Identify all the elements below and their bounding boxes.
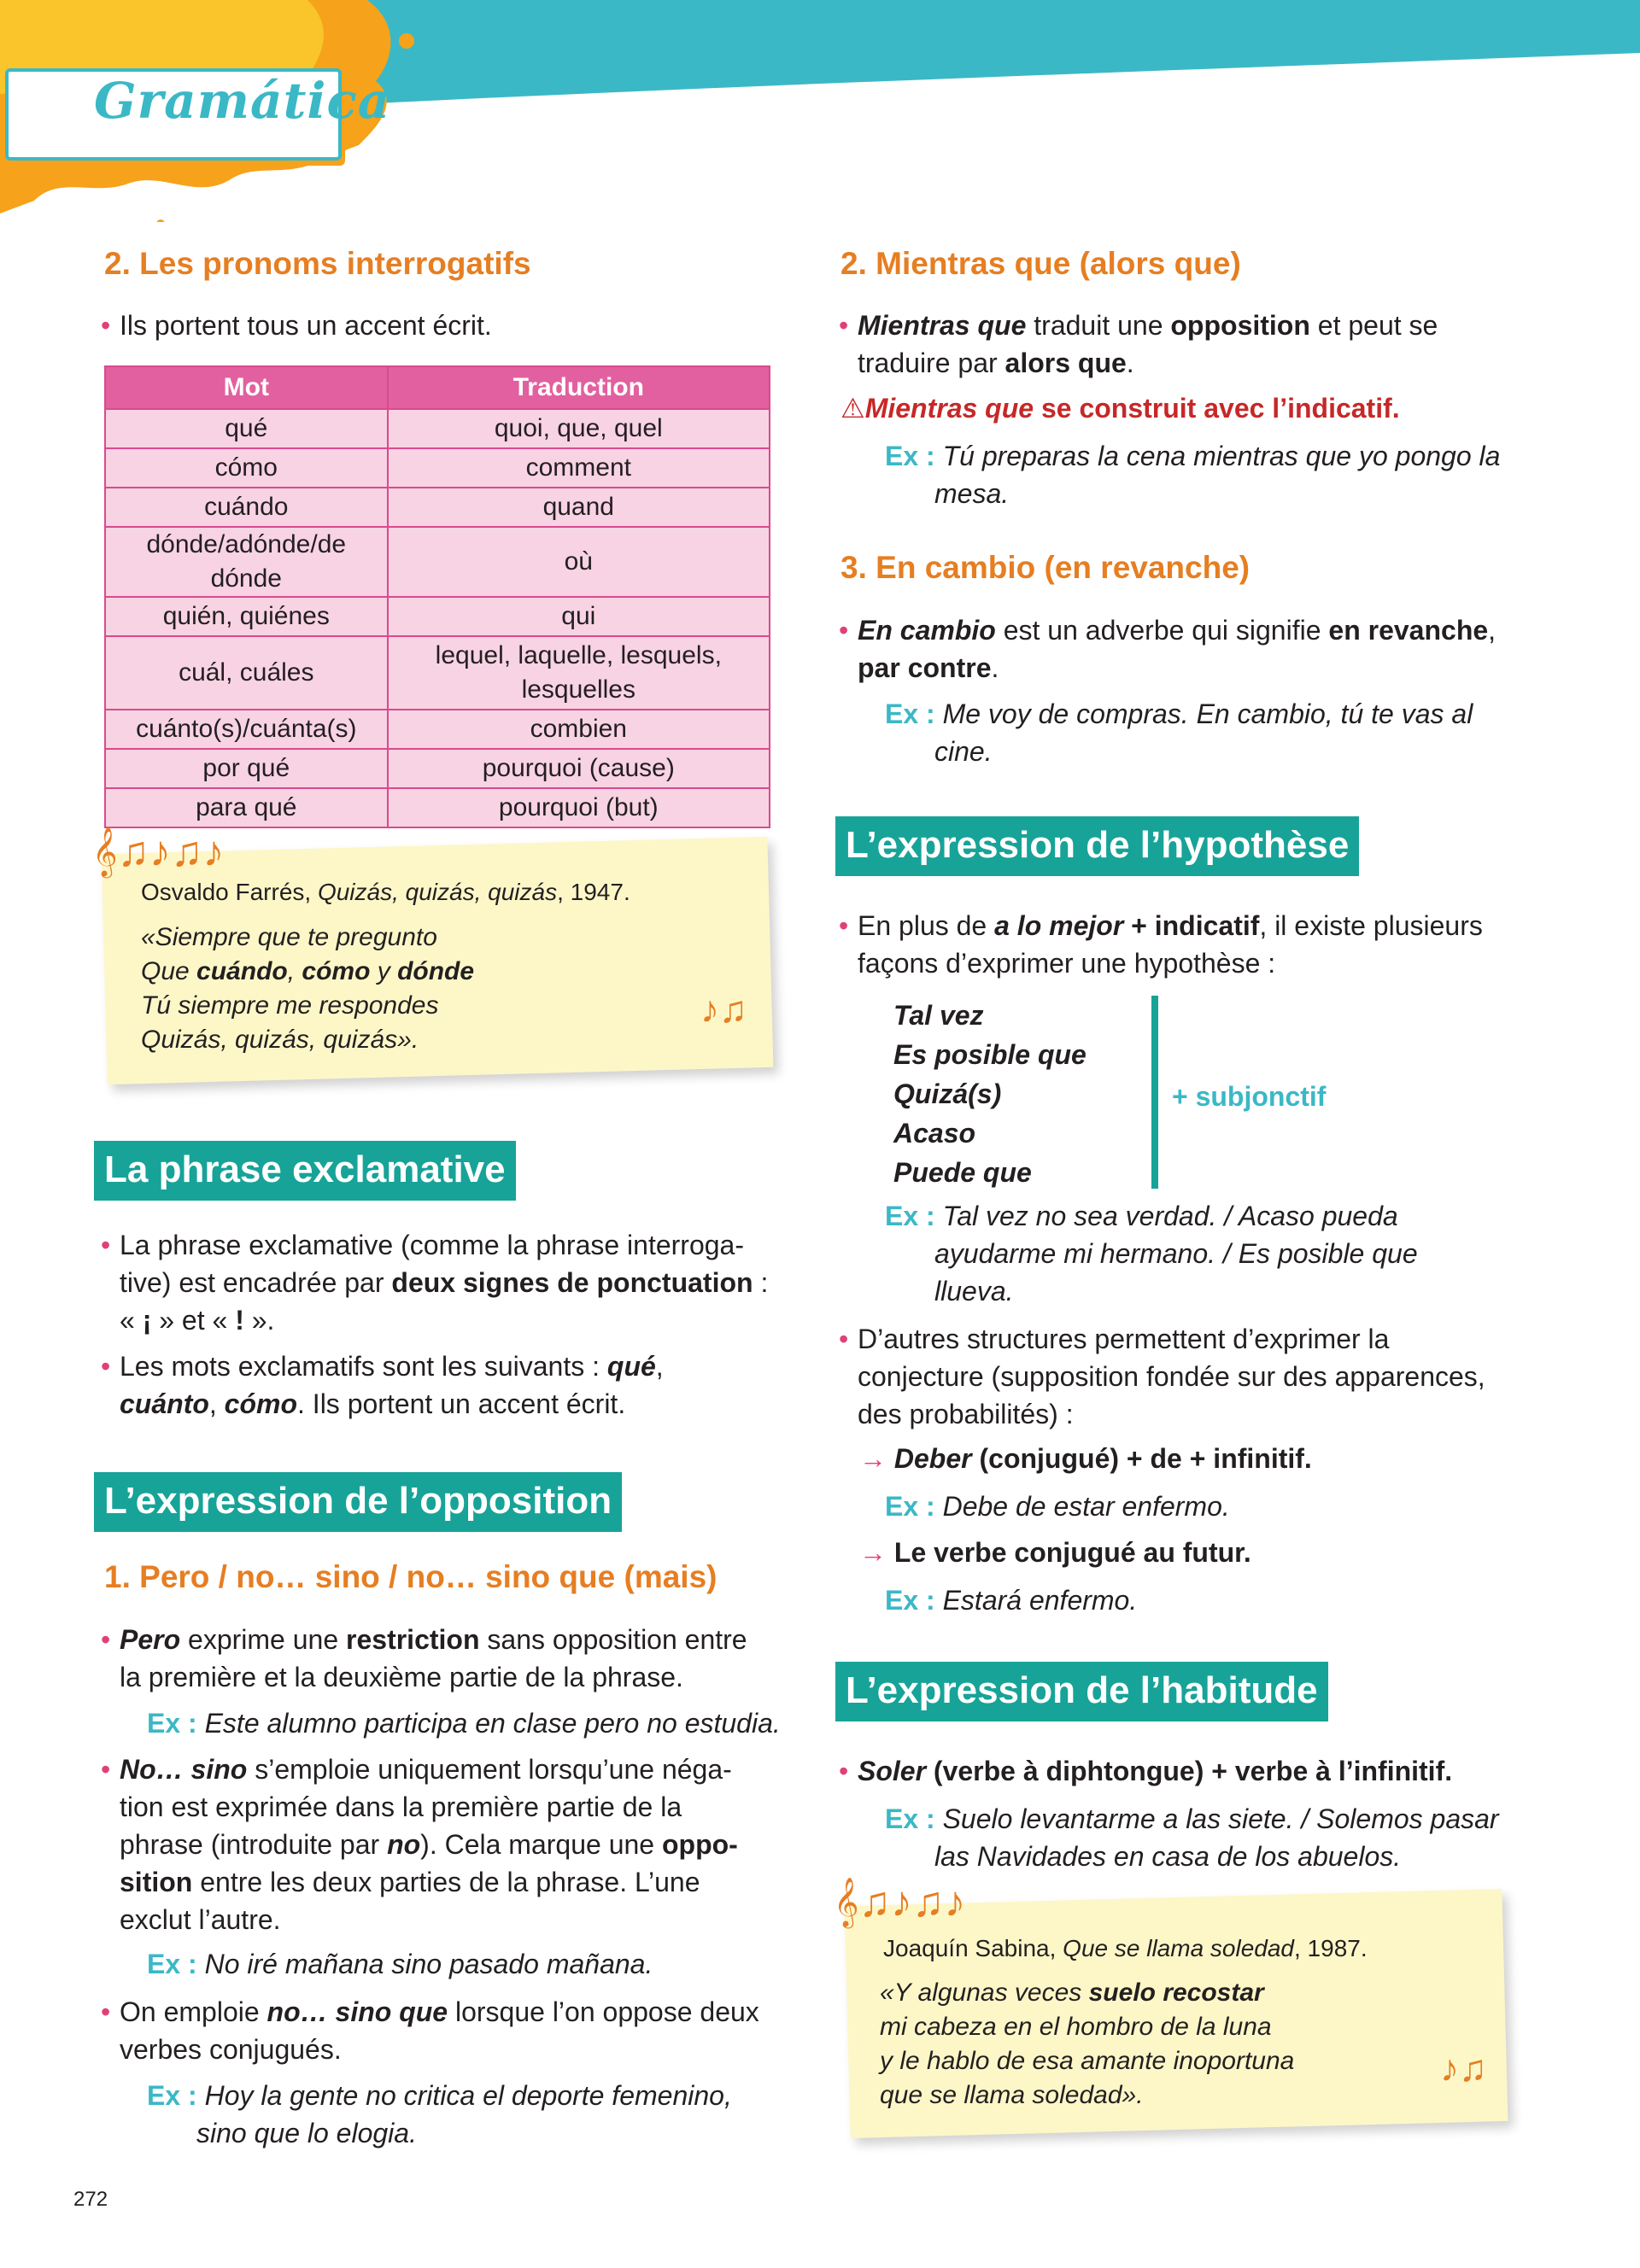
quote1-text: «Siempre que te pregunto Que cuándo, cómo y dónde Tú siempre me respondes Quizás, quizás, quizás». <box>141 923 475 1054</box>
nosinoque-bullet: • On emploie no… sino que lorsque l’on oppose deux verbes conjugués. <box>120 1993 759 2068</box>
nosino-example: Ex : No iré mañana sino pasado mañana. <box>147 1949 653 1979</box>
nosinoque-example: Ex : Hoy la gente no critica el deporte femenino, sino que lo elogia. <box>147 2080 732 2148</box>
music-notes-icon: 𝄞♫♪♫♪ <box>834 1878 966 1926</box>
list-item: Tal vez <box>893 1000 984 1031</box>
table-cell: para qué <box>105 788 388 827</box>
heading-cambio: 3. En cambio (en revanche) <box>840 550 1250 585</box>
hypothese-list <box>893 996 1086 1192</box>
hypothese-bullet-1: • En plus de a lo mejor + indicatif, il existe plusieurs façons d’exprimer une hypothèse : <box>858 907 1483 982</box>
nosino-bullet: • No… sino s’emploie uniquement lorsqu’une néga- tion est exprimée dans la première partie de la phrase (introduite par no). Cela marque une oppo- sition entre les deux parties de la phrase. L’une exclut l’autre. <box>120 1751 738 1938</box>
pronoms-table <box>104 365 770 828</box>
table-row <box>105 597 770 636</box>
table-cell: por qué <box>105 749 388 788</box>
quote1-source: Osvaldo Farrés, Quizás, quizás, quizás, 1947. <box>141 879 630 905</box>
hypothese-arrow-2: → Le verbe conjugué au futur. <box>859 1537 1251 1568</box>
exclam-bullet-2: • Les mots exclamatifs sont les suivants : qué, cuánto, cómo. Ils portent un accent écrit. <box>120 1347 664 1423</box>
hypothese-example-2: Ex : Debe de estar enfermo. <box>885 1491 1230 1522</box>
table-cell: qui <box>388 597 770 636</box>
table-cell: lequel, laquelle, lesquels, lesquelles <box>388 636 770 710</box>
banner-exclamative: La phrase exclamative <box>94 1141 516 1201</box>
table-row <box>105 448 770 488</box>
list-item: Es posible que <box>893 1039 1086 1070</box>
table-row <box>105 409 770 448</box>
table-row <box>105 488 770 527</box>
arrow-right-icon: → <box>859 1443 887 1474</box>
table-row <box>105 527 770 597</box>
cambio-bullet: • En cambio est un adverbe qui signifie en revanche, par contre. <box>858 611 1496 687</box>
table-cell: quién, quiénes <box>105 597 388 636</box>
table-row <box>105 749 770 788</box>
table-cell: qué <box>105 409 388 448</box>
hypothese-example-3: Ex : Estará enfermo. <box>885 1585 1138 1616</box>
table-cell: pourquoi (but) <box>388 788 770 827</box>
quote2-source: Joaquín Sabina, Que se llama soledad, 1987. <box>883 1935 1368 1961</box>
cambio-example: Ex : Me voy de compras. En cambio, tú te vas al cine. <box>885 699 1473 767</box>
banner-hypothese: L’expression de l’hypothèse <box>835 816 1359 876</box>
music-notes-icon: ♪♫ <box>700 989 747 1031</box>
pero-example: Ex : Este alumno participa en clase pero no estudia. <box>147 1708 781 1739</box>
table-header-traduction: Traduction <box>388 366 770 409</box>
bracket-line <box>1151 996 1158 1189</box>
music-notes-icon: ♪♫ <box>1440 2048 1487 2090</box>
table-row <box>105 710 770 749</box>
heading-pronoms: 2. Les pronoms interrogatifs <box>104 246 531 281</box>
habitude-bullet: • Soler (verbe à diphtongue) + verbe à l’infinitif. <box>858 1752 1452 1790</box>
table-cell: dónde/adónde/de dónde <box>105 527 388 597</box>
section-title: Gramática <box>94 72 391 130</box>
mientras-example: Ex : Tú preparas la cena mientras que yo pongo la mesa. <box>885 441 1501 509</box>
list-item: Acaso <box>893 1118 976 1149</box>
table-header-mot: Mot <box>105 366 388 409</box>
table-cell: pourquoi (cause) <box>388 749 770 788</box>
table-row <box>105 636 770 710</box>
list-item: Quizá(s) <box>893 1078 1002 1109</box>
hypothese-example-1: Ex : Tal vez no sea verdad. / Acaso pueda ayudarme mi hermano. / Es posible que llueva. <box>885 1201 1418 1306</box>
quote2-text: «Y algunas veces suelo recostar mi cabeza en el hombro de la luna y le hablo de esa amante inoportuna que se llama soledad». <box>880 1979 1295 2109</box>
heading-mientras: 2. Mientras que (alors que) <box>840 246 1241 281</box>
mientras-bullet: • Mientras que traduit une opposition et peut se traduire par alors que. <box>858 307 1438 382</box>
list-item: Puede que <box>893 1157 1032 1188</box>
pero-bullet: • Pero exprime une restriction sans opposition entre la première et la deuxième partie de la phrase. <box>120 1621 747 1696</box>
hypothese-arrow-1: → Deber (conjugué) + de + infinitif. <box>859 1443 1312 1474</box>
table-cell: comment <box>388 448 770 488</box>
heading-pero: 1. Pero / no… sino / no… sino que (mais) <box>104 1559 718 1594</box>
table-cell: combien <box>388 710 770 749</box>
table-cell: quoi, que, quel <box>388 409 770 448</box>
banner-habitude: L’expression de l’habitude <box>835 1662 1328 1721</box>
table-cell: cuándo <box>105 488 388 527</box>
banner-opposition: L’expression de l’opposition <box>94 1472 622 1532</box>
music-notes-icon: 𝄞♫♪♫♪ <box>92 827 225 875</box>
hypothese-bullet-2: • D’autres structures permettent d’exprimer la conjecture (supposition fondée sur des apparences, des probabilités) : <box>858 1320 1485 1433</box>
pronoms-bullet: • Ils portent tous un accent écrit. <box>120 307 492 344</box>
table-cell: quand <box>388 488 770 527</box>
arrow-right-icon: → <box>859 1537 887 1568</box>
table-row <box>105 788 770 827</box>
subjonctif-label: + subjonctif <box>1172 1081 1327 1112</box>
page-number: 272 <box>73 2188 108 2211</box>
table-cell: où <box>388 527 770 597</box>
table-cell: cuánto(s)/cuánta(s) <box>105 710 388 749</box>
table-header-row <box>105 366 770 409</box>
mientras-warning: ⚠Mientras que se construit avec l’indicatif. <box>840 393 1400 424</box>
table-cell: cuál, cuáles <box>105 636 388 710</box>
warning-icon: ⚠ <box>840 393 865 424</box>
exclam-bullet-1: • La phrase exclamative (comme la phrase interroga- tive) est encadrée par deux signes de ponctuation : « ¡ » et « ! ». <box>120 1226 768 1339</box>
table-cell: cómo <box>105 448 388 488</box>
habitude-example: Ex : Suelo levantarme a las siete. / Solemos pasar las Navidades en casa de los abuelos. <box>885 1803 1499 1872</box>
